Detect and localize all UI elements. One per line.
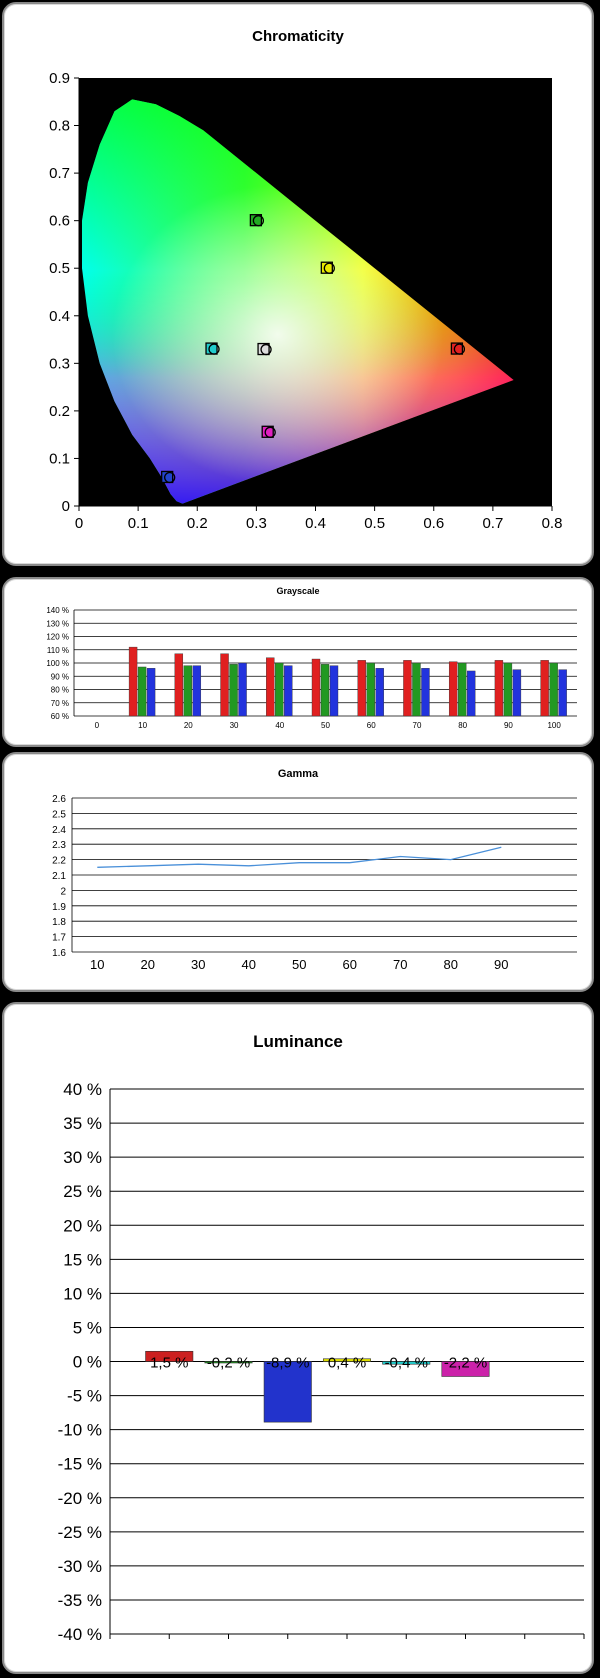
chromaticity-title: Chromaticity (252, 28, 344, 45)
grayscale-bar (230, 664, 238, 716)
x-tick-label: 60 (342, 957, 357, 972)
y-tick-label: 80 % (50, 685, 69, 695)
y-tick-label: 15 % (63, 1250, 102, 1270)
y-tick-label: 2.3 (52, 840, 66, 852)
x-tick-label: 30 (191, 957, 206, 972)
x-tick-label: 0.5 (364, 515, 386, 532)
luminance-chart (4, 1004, 592, 1672)
grayscale-bar (559, 670, 567, 716)
gamma-line (97, 847, 501, 867)
y-tick-label: -5 % (67, 1386, 102, 1406)
grayscale-bar (239, 663, 247, 716)
x-tick-label: 0.4 (305, 515, 326, 532)
y-tick-label: -35 % (57, 1590, 102, 1610)
x-tick-label: 0 (74, 515, 84, 532)
grayscale-bar (412, 663, 420, 716)
chromaticity-panel (2, 2, 594, 566)
grayscale-bar (495, 660, 503, 716)
y-tick-label: 2.1 (52, 871, 66, 882)
x-tick-label: 90 (503, 721, 513, 730)
y-tick-label: 10 % (63, 1284, 102, 1304)
x-tick-label: 0 (94, 721, 100, 730)
y-tick-label: 60 % (50, 712, 69, 721)
grayscale-chart (4, 579, 592, 745)
luminance-title: Luminance (253, 1032, 343, 1051)
y-tick-label: 0.6 (49, 212, 70, 230)
y-tick-label: 1.7 (52, 932, 66, 944)
y-tick-label: -15 % (57, 1454, 102, 1474)
y-tick-label: 70 % (50, 698, 69, 708)
grayscale-bar (421, 668, 429, 716)
gamma-chart (4, 754, 592, 990)
y-tick-label: 0.1 (49, 450, 70, 468)
y-tick-label: -30 % (57, 1556, 102, 1576)
y-tick-label: 0.3 (49, 355, 70, 373)
y-tick-label: 2.6 (52, 794, 66, 805)
grayscale-bar (193, 666, 201, 716)
x-tick-label: 50 (321, 721, 330, 730)
y-tick-label: 1.8 (52, 917, 66, 929)
grayscale-bar (403, 660, 411, 716)
grayscale-bar (541, 660, 549, 716)
grayscale-bar (513, 670, 521, 716)
x-tick-label: 70 (393, 957, 408, 972)
y-tick-label: 2.2 (52, 855, 66, 867)
y-tick-label: 40 % (63, 1080, 102, 1099)
grayscale-bar (275, 663, 283, 716)
x-tick-label: 0.8 (541, 515, 563, 532)
y-tick-label: 140 % (46, 606, 69, 615)
grayscale-panel (2, 577, 594, 747)
y-tick-label: 2.5 (52, 809, 66, 821)
x-tick-label: 80 (458, 721, 468, 730)
y-tick-label: 0.8 (49, 117, 70, 135)
x-tick-label: 30 (229, 721, 239, 730)
grayscale-bar (129, 647, 137, 716)
luminance-panel (2, 1002, 594, 1674)
x-tick-label: 60 (366, 721, 376, 730)
grayscale-bar (550, 663, 558, 716)
grayscale-bar (458, 663, 466, 716)
luminance-data-label: 0,4 % (327, 1354, 367, 1372)
y-tick-label: 1.6 (52, 948, 66, 959)
grayscale-bar (175, 654, 183, 716)
x-tick-label: 10 (90, 957, 105, 972)
y-tick-label: 30 % (63, 1148, 102, 1168)
grayscale-bar (147, 668, 155, 716)
grayscale-bar (312, 659, 320, 716)
y-tick-label: 0.2 (49, 402, 70, 420)
x-tick-label: 0.1 (127, 515, 149, 532)
x-tick-label: 70 (412, 721, 422, 730)
grayscale-bar (358, 660, 366, 716)
x-tick-label: 40 (241, 957, 256, 972)
gamma-title: Gamma (277, 768, 319, 780)
y-tick-label: 100 % (46, 659, 69, 668)
grayscale-bar (184, 666, 192, 716)
x-tick-label: 0.3 (245, 515, 267, 532)
grayscale-title: Grayscale (276, 586, 320, 596)
x-tick-label: 40 (275, 721, 285, 730)
grayscale-bar (467, 671, 475, 716)
luminance-data-label: -0,2 % (206, 1354, 251, 1372)
grayscale-bar (321, 664, 329, 716)
grayscale-bar (284, 666, 292, 716)
y-tick-label: 0.4 (49, 307, 70, 325)
grayscale-bar (376, 668, 384, 716)
x-tick-label: 20 (183, 721, 193, 730)
grayscale-bar (138, 667, 146, 716)
grayscale-bar (221, 654, 229, 716)
luminance-data-label: 1,5 % (150, 1354, 189, 1372)
grayscale-bar (330, 666, 338, 716)
x-tick-label: 90 (494, 957, 509, 972)
y-tick-label: 0 (61, 498, 70, 515)
chromaticity-chart (4, 4, 592, 564)
grayscale-bar (504, 663, 512, 716)
x-tick-label: 0.2 (186, 515, 208, 532)
y-tick-label: 1.9 (52, 901, 66, 913)
y-tick-label: 0 % (72, 1352, 102, 1372)
y-tick-label: 35 % (63, 1114, 102, 1134)
grayscale-bar (266, 658, 274, 716)
luminance-data-label: -0,4 % (384, 1354, 428, 1372)
y-tick-label: 0.7 (49, 165, 70, 183)
y-tick-label: 2 (60, 886, 66, 898)
x-tick-label: 80 (443, 957, 458, 972)
x-tick-label: 10 (138, 721, 148, 730)
x-tick-label: 50 (292, 957, 307, 972)
y-tick-label: 90 % (50, 672, 69, 682)
grayscale-bar (449, 662, 457, 716)
y-tick-label: 5 % (72, 1318, 102, 1338)
y-tick-label: 130 % (46, 619, 69, 629)
y-tick-label: -20 % (57, 1488, 102, 1508)
y-tick-label: -10 % (57, 1420, 102, 1440)
y-tick-label: 2.4 (52, 824, 66, 836)
y-tick-label: 20 % (63, 1216, 102, 1236)
x-tick-label: 0.7 (482, 515, 504, 532)
y-tick-label: 120 % (46, 632, 69, 642)
x-tick-label: 20 (140, 957, 155, 972)
grayscale-bar (367, 663, 375, 716)
y-tick-label: 0.9 (49, 70, 70, 87)
y-tick-label: -25 % (57, 1522, 102, 1542)
y-tick-label: 110 % (46, 645, 69, 655)
x-tick-label: 100 (547, 721, 561, 730)
y-tick-label: 25 % (63, 1182, 102, 1202)
y-tick-label: 0.5 (49, 260, 70, 278)
y-tick-label: -40 % (57, 1625, 102, 1644)
luminance-data-label: -2,2 % (443, 1354, 488, 1372)
gamma-panel (2, 752, 594, 992)
luminance-data-label: -8,9 % (266, 1354, 310, 1372)
x-tick-label: 0.6 (423, 515, 445, 532)
